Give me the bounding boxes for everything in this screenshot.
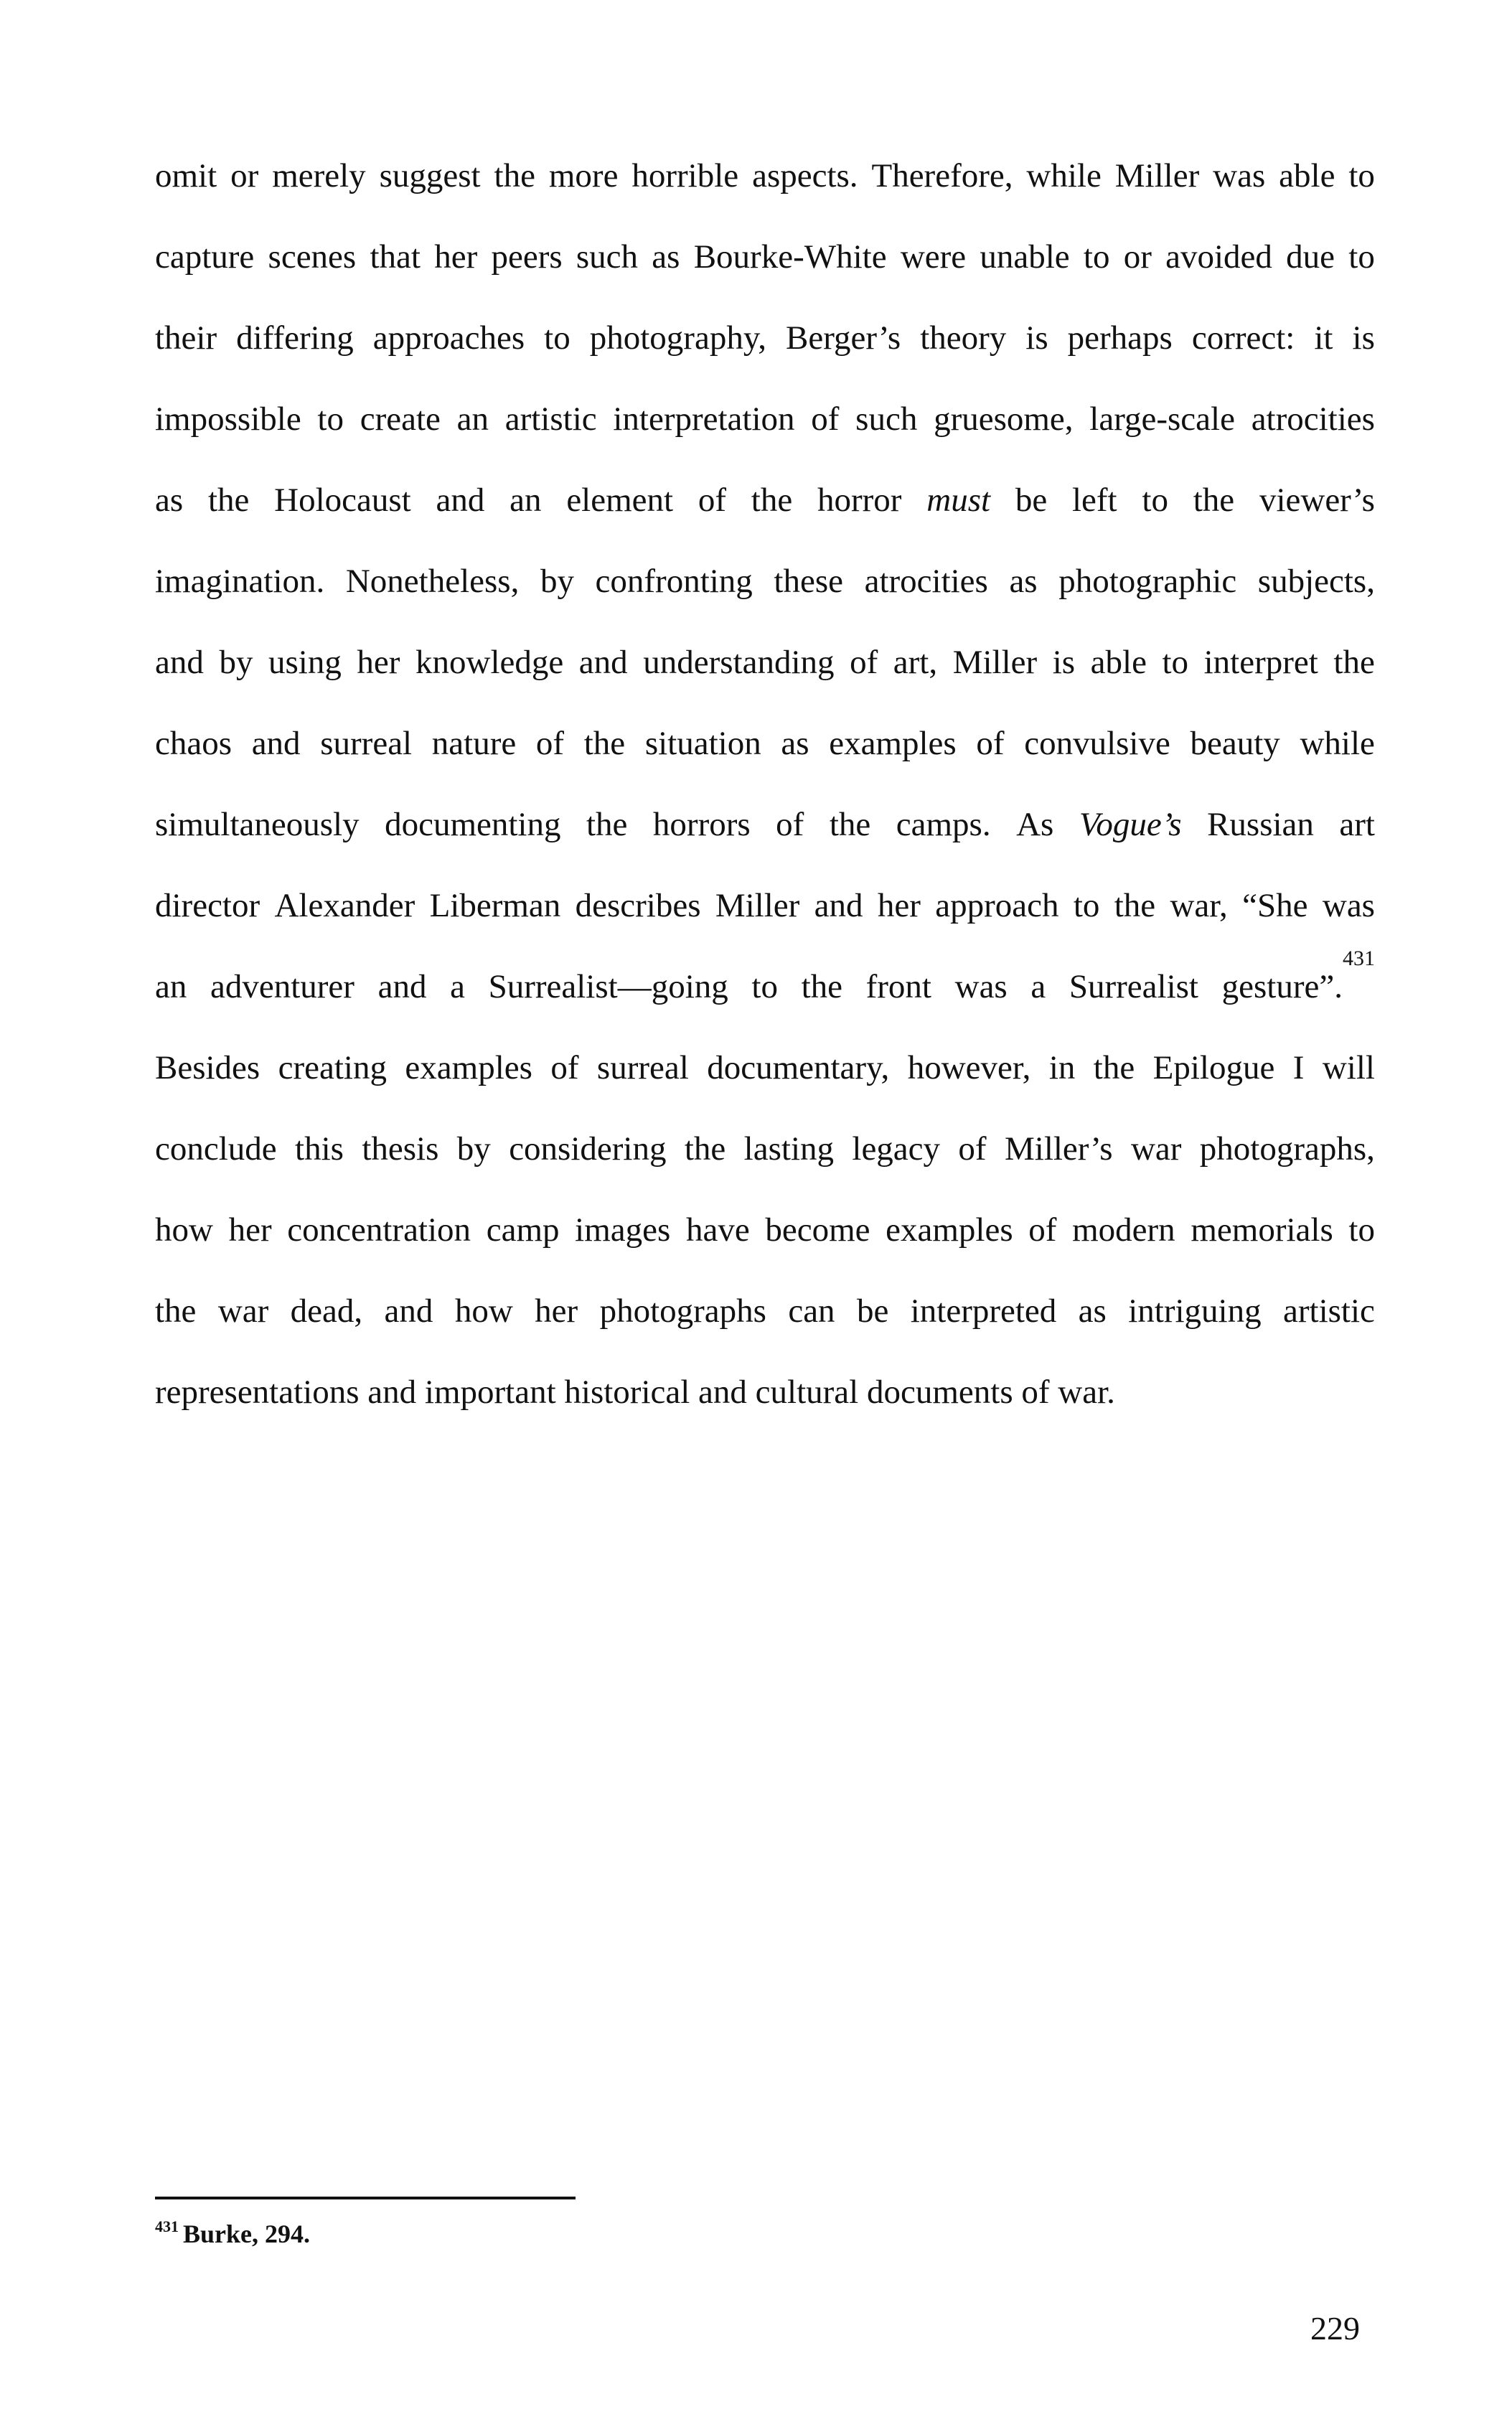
word: images (575, 1211, 671, 1249)
text-line (155, 309, 1375, 390)
word: the (583, 725, 626, 762)
word: peers (491, 238, 563, 276)
word: the (751, 482, 793, 519)
body-paragraph (155, 147, 1375, 1445)
footnote-reference: 431 (1342, 947, 1375, 970)
word: of (976, 725, 1005, 762)
word: her (535, 1292, 578, 1330)
word: perhaps (1067, 319, 1173, 357)
word: photographs, (1199, 1130, 1375, 1168)
text-line (155, 715, 1375, 796)
word: as (155, 482, 184, 519)
word: the (801, 968, 842, 1005)
word: Miller (715, 887, 800, 924)
word: artistic (1283, 1292, 1375, 1330)
word: and (367, 1373, 417, 1411)
word: by (540, 563, 574, 600)
text-line (155, 1120, 1375, 1201)
word: element (566, 482, 674, 519)
word: the (829, 806, 871, 843)
word: to (751, 968, 778, 1005)
word: able (1279, 157, 1335, 194)
italic-word: Vogue’s (1079, 806, 1182, 843)
word: the (494, 157, 535, 194)
word: approaches (372, 319, 525, 357)
word: as (1078, 1292, 1107, 1330)
word: theory (920, 319, 1007, 357)
word: Epilogue (1152, 1049, 1275, 1086)
word: of (811, 400, 840, 438)
word: however, (907, 1049, 1031, 1086)
word: can (788, 1292, 835, 1330)
word: approach (935, 887, 1059, 924)
page-number: 229 (1310, 2310, 1360, 2347)
word: chaos (155, 725, 233, 762)
word: photographs (599, 1292, 766, 1330)
word: was (954, 968, 1008, 1005)
word: were (900, 238, 967, 276)
word: and (251, 725, 301, 762)
word: such (576, 238, 639, 276)
word: the (207, 482, 250, 519)
word: as (1009, 563, 1038, 600)
text-line (155, 228, 1375, 309)
word: camp (486, 1211, 560, 1249)
word: understanding (643, 644, 835, 681)
word: examples (405, 1049, 532, 1086)
word: art (1339, 806, 1375, 843)
text-line (155, 634, 1375, 715)
word: and (698, 1373, 747, 1411)
word: examples (829, 725, 957, 762)
word: create (360, 400, 441, 438)
word: merely (272, 157, 366, 194)
word: and (578, 644, 628, 681)
word: become (765, 1211, 870, 1249)
word: a (1030, 968, 1046, 1005)
word: large-scale (1089, 400, 1235, 438)
word: have (685, 1211, 750, 1249)
word: “She (1242, 887, 1308, 924)
word: correct: (1191, 319, 1295, 357)
word: of (1028, 1211, 1057, 1249)
word: that (370, 238, 421, 276)
word: war. (1058, 1373, 1115, 1411)
word: Miller (952, 644, 1038, 681)
word: camps. (896, 806, 991, 843)
word: the (1333, 644, 1375, 681)
word: front (865, 968, 931, 1005)
word: is (1025, 319, 1048, 357)
word: Holocaust (274, 482, 411, 519)
word: of (535, 725, 565, 762)
word: and (384, 1292, 433, 1330)
word: As (1016, 806, 1054, 843)
word: considering (509, 1130, 667, 1168)
word: war (217, 1292, 269, 1330)
word: adventurer (210, 968, 354, 1005)
footnote-divider (155, 2197, 576, 2199)
word: knowledge (415, 644, 564, 681)
word: cultural (755, 1373, 859, 1411)
word: Alexander (274, 887, 415, 924)
word: it (1314, 319, 1333, 357)
word: to (544, 319, 570, 357)
word: as (652, 238, 680, 276)
word: left (1071, 482, 1117, 519)
word: of (550, 1049, 579, 1086)
text-line (155, 1363, 1375, 1445)
word: in (1048, 1049, 1076, 1086)
word: to (1348, 1211, 1375, 1249)
word: to (317, 400, 344, 438)
word: artistic (504, 400, 597, 438)
word: historical (564, 1373, 690, 1411)
word: subjects, (1257, 563, 1375, 600)
word: or (230, 157, 259, 194)
word: dead, (290, 1292, 363, 1330)
word: the (1114, 887, 1156, 924)
word: of (850, 644, 878, 681)
text-line (155, 147, 1375, 228)
word: Bourke-White (693, 238, 887, 276)
word: examples (886, 1211, 1013, 1249)
word: impossible (155, 400, 301, 438)
word: modern (1072, 1211, 1175, 1249)
word: horror (817, 482, 902, 519)
word: creating (278, 1049, 387, 1086)
word: by (219, 644, 253, 681)
word: avoided (1165, 238, 1272, 276)
word: and (814, 887, 863, 924)
text-line (155, 877, 1375, 958)
word: the (155, 1292, 197, 1330)
word: will (1322, 1049, 1375, 1086)
word: interpretation (613, 400, 795, 438)
word: confronting (595, 563, 753, 600)
word: how (155, 1211, 213, 1249)
word: of (776, 806, 804, 843)
word: gruesome, (934, 400, 1074, 438)
word: able (1090, 644, 1147, 681)
word: their (155, 319, 217, 357)
word: and (377, 968, 427, 1005)
word: to (1142, 482, 1168, 519)
word: how (454, 1292, 513, 1330)
word: situation (644, 725, 761, 762)
word: be (856, 1292, 889, 1330)
text-line (155, 1039, 1375, 1120)
word: lasting (743, 1130, 834, 1168)
word: of (1021, 1373, 1050, 1411)
text-line (155, 471, 1375, 553)
word: documenting (385, 806, 561, 843)
word: omit (155, 157, 217, 194)
word: such (855, 400, 918, 438)
word: horrors (652, 806, 751, 843)
word: surreal (320, 725, 413, 762)
word: Russian (1207, 806, 1314, 843)
word: describes (575, 887, 701, 924)
word: the (1193, 482, 1235, 519)
word: viewer’s (1259, 482, 1375, 519)
word: using (268, 644, 342, 681)
text-line (155, 390, 1375, 471)
word: Miller’s (1004, 1130, 1113, 1168)
word: and (436, 482, 485, 519)
word: of (698, 482, 727, 519)
word: documents (866, 1373, 1013, 1411)
word: Liberman (429, 887, 561, 924)
word: gesture”.$^{431}$ (1221, 947, 1375, 1005)
word: atrocities (864, 563, 988, 600)
word: an (155, 968, 187, 1005)
word: surreal (596, 1049, 689, 1086)
word: her (877, 887, 921, 924)
text-line (155, 1282, 1375, 1363)
word: atrocities (1251, 400, 1375, 438)
word: to (1162, 644, 1189, 681)
word: while (1026, 157, 1102, 194)
word: concentration (287, 1211, 471, 1249)
word: imagination. (155, 563, 325, 600)
word: as (781, 725, 809, 762)
word: capture (155, 238, 255, 276)
word: convulsive (1024, 725, 1170, 762)
word: an (456, 400, 489, 438)
word: horrible (631, 157, 739, 194)
word: due (1286, 238, 1335, 276)
word: the (586, 806, 628, 843)
word: representations (155, 1373, 360, 1411)
word: interpret (1203, 644, 1318, 681)
footnote-number: 431 (155, 2217, 179, 2235)
text-line (155, 796, 1375, 877)
word: to (1083, 238, 1110, 276)
footnote-text: Burke, 294. (183, 2220, 311, 2248)
text-line (155, 1201, 1375, 1282)
word: Besides (155, 1049, 260, 1086)
word: unable (980, 238, 1070, 276)
word: simultaneously (155, 806, 360, 843)
word: Nonetheless, (345, 563, 520, 600)
word: of (958, 1130, 987, 1168)
word: by (456, 1130, 491, 1168)
word: aspects. (752, 157, 858, 194)
word: be (1015, 482, 1048, 519)
word: more (548, 157, 619, 194)
word: is (1052, 644, 1076, 681)
word: interpreted (910, 1292, 1057, 1330)
word: photographic (1058, 563, 1237, 600)
word: scenes (268, 238, 357, 276)
word: Therefore, (871, 157, 1013, 194)
italic-word: must (926, 482, 991, 519)
word: the (684, 1130, 726, 1168)
word: her (228, 1211, 272, 1249)
word: director (155, 887, 260, 924)
word: nature (431, 725, 517, 762)
word: legacy (852, 1130, 941, 1168)
word: to (1348, 157, 1375, 194)
word: photography, (589, 319, 767, 357)
word: this (295, 1130, 344, 1168)
word: these (774, 563, 843, 600)
word: her (357, 644, 400, 681)
word: documentary, (707, 1049, 890, 1086)
word: or (1123, 238, 1152, 276)
footnote (155, 2219, 310, 2249)
word: the (1093, 1049, 1135, 1086)
word: Berger’s (786, 319, 901, 357)
word: an (510, 482, 542, 519)
word: I (1292, 1049, 1305, 1086)
word: suggest (379, 157, 481, 194)
word: beauty (1190, 725, 1280, 762)
word: thesis (362, 1130, 439, 1168)
word: while (1300, 725, 1375, 762)
text-line (155, 947, 1375, 1039)
word: war, (1170, 887, 1228, 924)
word: to (1348, 238, 1375, 276)
text-line (155, 553, 1375, 634)
word: conclude (155, 1130, 277, 1168)
word: and (155, 644, 204, 681)
word: intriguing (1128, 1292, 1262, 1330)
word: war (1130, 1130, 1182, 1168)
word: memorials (1191, 1211, 1333, 1249)
word: to (1073, 887, 1100, 924)
word: important (424, 1373, 556, 1411)
word: is (1352, 319, 1375, 357)
word: a (450, 968, 465, 1005)
word: was (1213, 157, 1266, 194)
word: was (1322, 887, 1375, 924)
word: Miller (1114, 157, 1200, 194)
word: her (434, 238, 478, 276)
word: Surrealist (1069, 968, 1198, 1005)
word: differing (236, 319, 354, 357)
word: art, (893, 644, 938, 681)
word: Surrealist—going (488, 968, 728, 1005)
